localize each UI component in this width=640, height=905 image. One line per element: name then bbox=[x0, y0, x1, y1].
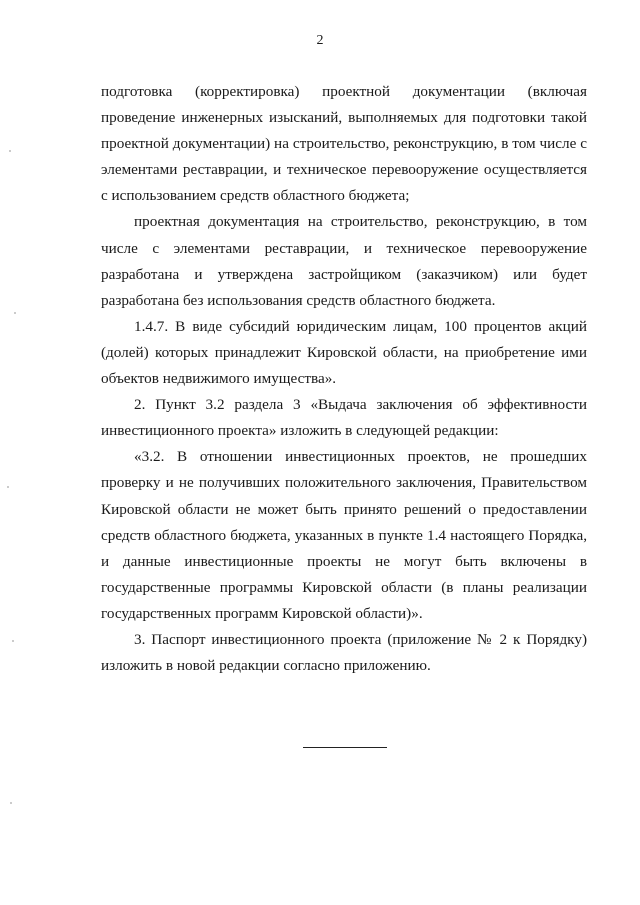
paragraph-amendment-2: 2. Пункт 3.2 раздела 3 «Выдача заключения об эффективности инвестиционного проекта» изложить в следующей редакции: bbox=[101, 396, 587, 440]
scan-speck bbox=[7, 486, 9, 488]
paragraph-clause-1-4-7: 1.4.7. В виде субсидий юридическим лицам, 100 процентов акций (долей) которых принадлежит Кировской области, на приобретение ими объектов недвижимого имущества». bbox=[101, 317, 587, 388]
paragraph-design-documentation-approved: проектная документация на строительство, реконструкцию, в том числе с элементами реставрации, и техническое перевооружение разработана и утверждена застройщиком (заказчиком) или будет разработана без использования средств областного бюджета. bbox=[101, 213, 587, 309]
paragraph-amendment-3: 3. Паспорт инвестиционного проекта (приложение № 2 к Порядку) изложить в новой редакции согласно приложению. bbox=[101, 630, 587, 675]
scan-speck bbox=[12, 640, 14, 642]
scan-speck bbox=[9, 150, 11, 152]
page-number: 2 bbox=[316, 33, 324, 48]
document-body bbox=[101, 79, 587, 679]
paragraph-design-documentation-preparation: подготовка (корректировка) проектной документации (включая проведение инженерных изысканий, выполняемых для подготовки такой проектной документации) на строительство, реконструкцию, в том числе с элементами реставрации, и техническое перевооружение осуществляется с использованием средств областного бюджета; bbox=[101, 83, 587, 205]
end-separator-line bbox=[303, 747, 387, 748]
scan-edge-noise bbox=[0, 0, 40, 905]
scan-speck bbox=[14, 312, 16, 314]
scan-speck bbox=[10, 802, 12, 804]
paragraph-clause-3-2: «3.2. В отношении инвестиционных проектов, не прошедших проверку и не получивших положительного заключения, Правительством Кировской области не может быть принято решений о предоставлении средств областного бюджета, указанных в пункте 1.4 настоящего Порядка, и данные инвестиционные проекты не могут быть включены в государственные программы Кировской области (в планы реализации государственных программ Кировской области)». bbox=[101, 448, 587, 622]
